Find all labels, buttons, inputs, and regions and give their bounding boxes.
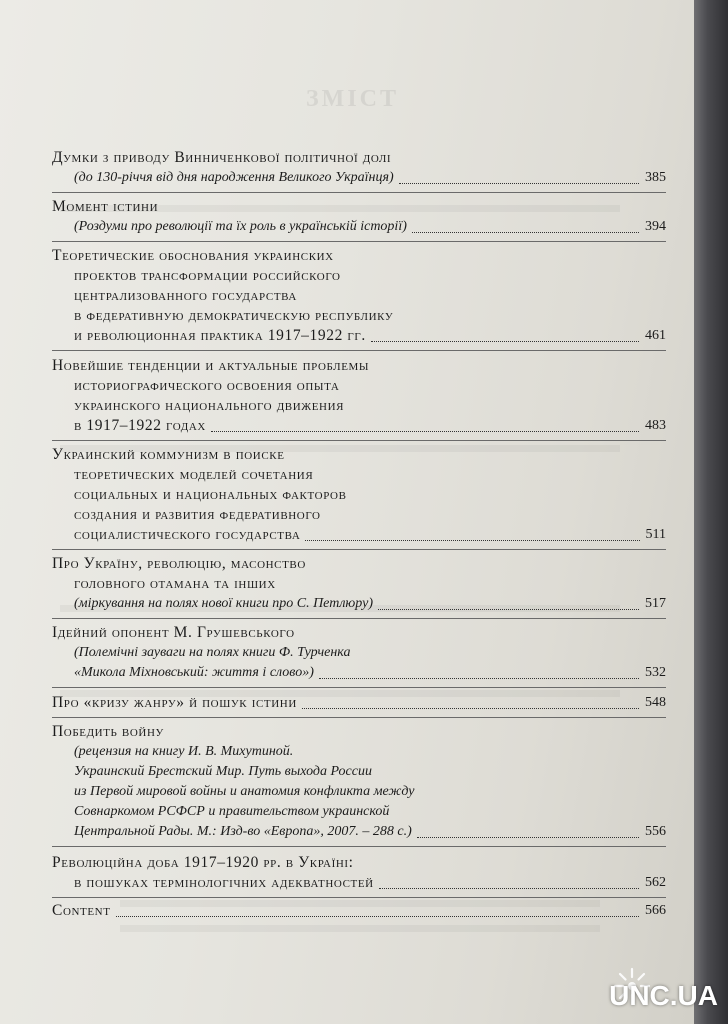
toc-entry-title-continued xyxy=(52,376,666,396)
toc-entry-subtitle xyxy=(52,822,666,842)
toc-line-text: Теоретические обоснования украинских xyxy=(52,247,334,264)
toc-entry-title-continued xyxy=(52,873,666,893)
dot-leader xyxy=(305,540,640,541)
toc-line-text: Момент істини xyxy=(52,198,159,215)
toc-entry-title xyxy=(52,623,666,643)
toc-line-text: Ідейний опонент М. Грушевського xyxy=(52,624,295,641)
toc-entry-subtitle xyxy=(52,742,666,762)
page-number: 511 xyxy=(645,527,666,542)
dot-leader xyxy=(412,232,639,233)
dot-leader xyxy=(371,341,639,342)
toc-entry-subtitle xyxy=(52,663,666,683)
dot-leader xyxy=(116,916,639,917)
book-edge-shadow xyxy=(694,0,728,1024)
toc-entry-title-continued xyxy=(52,266,666,286)
page-number: 548 xyxy=(645,695,666,710)
bleed-through-line xyxy=(120,925,600,932)
toc-line-text: головного отамана та інших xyxy=(74,575,276,592)
toc-line-text: и революционная практика 1917–1922 гг. xyxy=(74,327,366,344)
toc-entry[interactable] xyxy=(52,148,666,192)
toc-entry-subtitle xyxy=(52,802,666,822)
page-number: 532 xyxy=(645,665,666,680)
toc-entry-subtitle xyxy=(52,217,666,237)
toc-line-text: социалистического государства xyxy=(74,526,301,543)
toc-line-text: Центральной Рады. М.: Изд-во «Европа», 2007. – 288 с.) xyxy=(74,824,412,839)
toc-line-text: (рецензия на книгу И. В. Михутиной. xyxy=(74,744,294,759)
toc-entry-subtitle xyxy=(52,643,666,663)
toc-entry-title-continued xyxy=(52,306,666,326)
toc-entry[interactable] xyxy=(52,687,666,717)
toc-entry-title xyxy=(52,853,666,873)
toc-line-text: «Микола Міхновський: життя і слово») xyxy=(74,665,314,680)
toc-line-text: централизованного государства xyxy=(74,287,297,304)
toc-line-text: (міркування на полях нової книги про С. Петлюру) xyxy=(74,596,373,611)
toc-line-text: в федеративную демократическую республику xyxy=(74,307,394,324)
page-number: 461 xyxy=(645,328,666,343)
toc-line-text: Украинский коммунизм в поиске xyxy=(52,446,285,463)
toc-line-text: Революційна доба 1917–1920 рр. в Україні: xyxy=(52,854,354,871)
toc-entry-title-continued xyxy=(52,396,666,416)
toc-entry-title xyxy=(52,722,666,742)
dot-leader xyxy=(379,888,639,889)
toc-entry[interactable] xyxy=(52,717,666,846)
toc-line-text: Content xyxy=(52,902,111,919)
page-number: 385 xyxy=(645,170,666,185)
dot-leader xyxy=(378,609,639,610)
page-number: 483 xyxy=(645,418,666,433)
toc-entry-subtitle xyxy=(52,168,666,188)
dot-leader xyxy=(211,431,639,432)
toc-line-text: Украинский Брестский Мир. Путь выхода России xyxy=(74,764,372,779)
dot-leader xyxy=(399,183,639,184)
toc-line-text: украинского национального движения xyxy=(74,397,345,414)
toc-line-text: Про «кризу жанру» й пошук істини xyxy=(52,694,297,711)
toc-entry-title xyxy=(52,246,666,266)
toc-entry-title xyxy=(52,356,666,376)
page-number: 517 xyxy=(645,596,666,611)
toc-entry-title-continued xyxy=(52,416,666,436)
toc-entry[interactable] xyxy=(52,897,666,925)
dot-leader xyxy=(417,837,639,838)
toc-entry-title xyxy=(52,445,666,465)
bleed-through-heading: ЗМІСТ xyxy=(306,86,399,112)
toc-entry[interactable] xyxy=(52,440,666,549)
toc-entry[interactable] xyxy=(52,192,666,241)
toc-entry[interactable] xyxy=(52,241,666,350)
toc-line-text: (Роздуми про революції та їх роль в українській історії) xyxy=(74,219,407,234)
toc-line-text: создания и развития федеративного xyxy=(74,506,321,523)
toc-line-text: Думки з приводу Винниченкової політичної долі xyxy=(52,149,392,166)
toc-line-text: социальных и национальных факторов xyxy=(74,486,347,503)
toc-entry[interactable] xyxy=(52,618,666,687)
watermark-text: UNC.UA xyxy=(609,980,718,1011)
dot-leader xyxy=(302,708,639,709)
page-number: 566 xyxy=(645,903,666,918)
toc-entry-title xyxy=(52,693,666,713)
toc-entry-title-continued xyxy=(52,485,666,505)
toc-entry-subtitle xyxy=(52,762,666,782)
toc-entry[interactable] xyxy=(52,549,666,618)
toc-line-text: Про Україну, революцію, масонство xyxy=(52,555,306,572)
toc-entry-title xyxy=(52,554,666,574)
toc-line-text: Победить войну xyxy=(52,723,164,740)
toc-entry[interactable] xyxy=(52,350,666,440)
toc-line-text: Совнаркомом РСФСР и правительством украинской xyxy=(74,804,390,819)
toc-entry-title-continued xyxy=(52,326,666,346)
toc-line-text: (до 130-річчя від дня народження Великого Українця) xyxy=(74,170,394,185)
toc-entry-subtitle xyxy=(52,594,666,614)
page-number: 562 xyxy=(645,875,666,890)
page-number: 556 xyxy=(645,824,666,839)
toc-line-text: в 1917–1922 годах xyxy=(74,417,206,434)
toc-entry-title xyxy=(52,148,666,168)
toc-entry-title-continued xyxy=(52,465,666,485)
toc-entry-title-continued xyxy=(52,574,666,594)
toc-line-text: из Первой мировой войны и анатомия конфликта между xyxy=(74,784,415,799)
toc-entry[interactable] xyxy=(52,846,666,897)
table-of-contents xyxy=(52,148,666,925)
dot-leader xyxy=(319,678,639,679)
page-number: 394 xyxy=(645,219,666,234)
toc-entry-title xyxy=(52,197,666,217)
toc-line-text: теоретических моделей сочетания xyxy=(74,466,314,483)
toc-entry-title xyxy=(52,901,666,921)
toc-line-text: Новейшие тенденции и актуальные проблемы xyxy=(52,357,370,374)
toc-entry-title-continued xyxy=(52,505,666,525)
toc-line-text: историографического освоения опыта xyxy=(74,377,340,394)
toc-entry-subtitle xyxy=(52,782,666,802)
toc-line-text: (Полемічні зауваги на полях книги Ф. Турченка xyxy=(74,645,351,660)
toc-line-text: проектов трансформации российского xyxy=(74,267,341,284)
toc-entry-title-continued xyxy=(52,525,666,545)
toc-line-text: в пошуках термінологічних адекватностей xyxy=(74,874,374,891)
toc-entry-title-continued xyxy=(52,286,666,306)
